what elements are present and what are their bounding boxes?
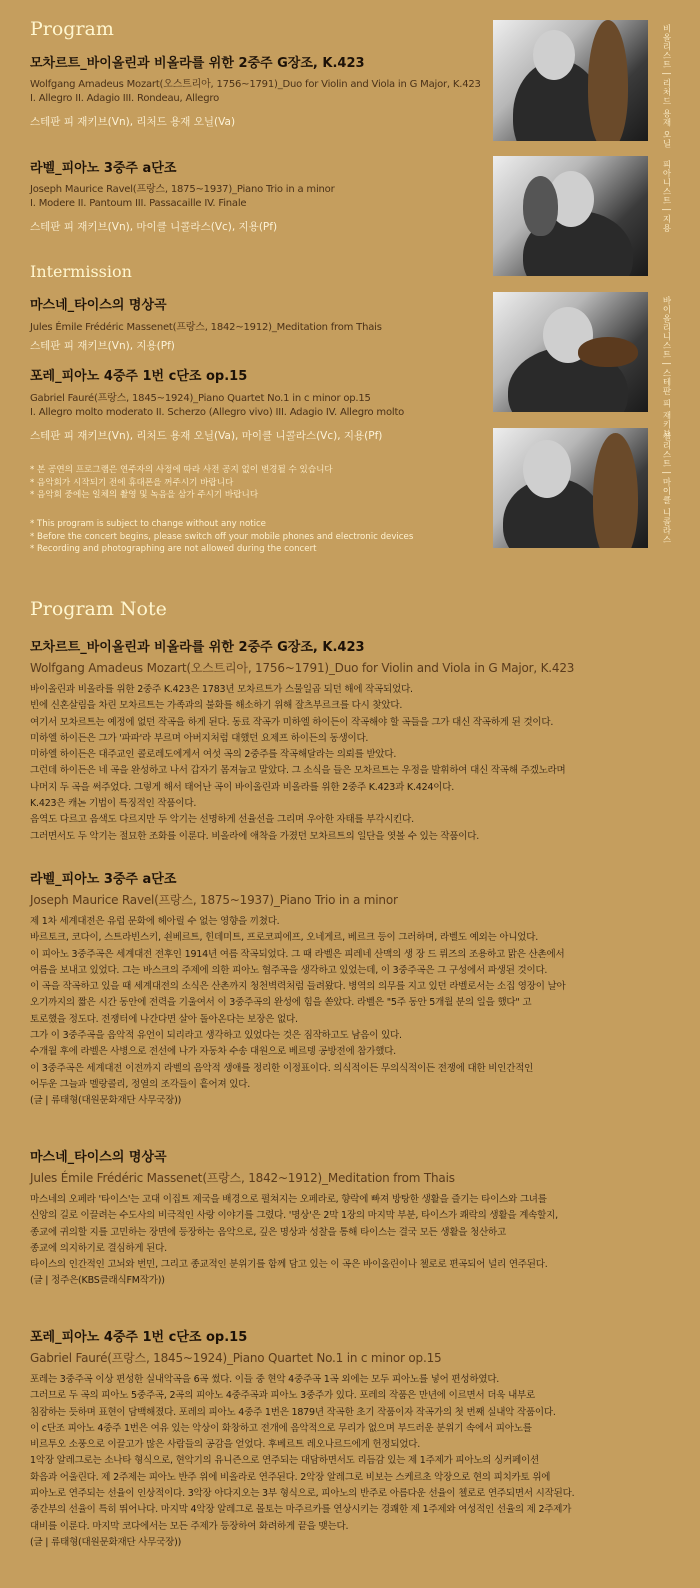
note-body <box>30 914 670 1110</box>
note-line: 이 곡을 작곡하고 있을 때 세계대전의 소식은 산촌까지 청천벽력처럼 들려왔다. 병역의 의무를 지고 있던 라벨로서는 소집 영장이 날아 <box>30 981 566 993</box>
note-title: 라벨_피아노 3중주 a단조 <box>30 872 177 887</box>
piece-movements-faure: I. Allegro molto moderato II. Scherzo (Allegro vivo) III. Adagio IV. Allegro molto <box>30 407 405 418</box>
note-line: 이 피아노 3중주곡은 세계대전 전후인 1914년 여름 작곡되었다. 그 때 라벨은 피레네 산맥의 생 장 드 뤼즈의 조용하고 맑은 산촌에서 <box>30 948 565 960</box>
note-line: 비르투오 소풍으로 이끌고가 많은 사람들의 공감을 얻었다. 후베르트 레오나르드에게 헌정되었다. <box>30 1439 421 1451</box>
note-line: 음역도 다르고 음색도 다르지만 두 악기는 선명하게 선율선을 그리며 우아한 자태를 부각시킨다. <box>30 814 414 826</box>
note-line: 그러므로 두 곡의 피아노 5중주곡, 2곡의 피아노 4중주곡과 피아노 3중주가 있다. 포레의 작품은 만년에 이르면서 더욱 내부로 <box>30 1390 536 1402</box>
note-line: 대비를 이룬다. 마지막 코다에서는 모든 주제가 등장하여 화려하게 끝을 맺는다. <box>30 1520 349 1532</box>
note-ravel <box>30 868 670 1110</box>
note-faure <box>30 1326 670 1551</box>
note-title: 마스네_타이스의 명상곡 <box>30 1150 167 1165</box>
note-massenet <box>30 1146 670 1290</box>
note-line: 제 1차 세계대전은 유럽 문화에 헤아릴 수 없는 영향을 끼쳤다. <box>30 916 280 927</box>
piece-subtitle-faure: Gabriel Fauré(프랑스, 1845~1924)_Piano Quartet No.1 in c minor op.15 <box>30 393 371 404</box>
piece-title-massenet: 마스네_타이스의 명상곡 <box>30 298 167 313</box>
notices-english <box>30 518 413 556</box>
notice-line: * Before the concert begins, please switch off your mobile phones and electronic devices <box>30 531 414 542</box>
notice-line: * 음악회가 시작되기 전에 휴대폰을 꺼주시기 바랍니다 <box>30 477 234 488</box>
note-line: 화음과 어울린다. 제 2주제는 피아노 반주 위에 비올라로 연주된다. 2악장 알레그로 비보는 스케르초 악장으로 현의 피치카토 위에 <box>30 1471 551 1483</box>
notices-korean <box>30 464 333 502</box>
note-line: 그런데 하이든은 네 곡을 완성하고 나서 갑자기 몸져눕고 말았다. 그 소식을 들은 모차르트는 우정을 발휘하여 대신 작곡해 주겠노라며 <box>30 765 566 777</box>
photo-caption-pianist: 피아니스트 | 지용 <box>661 160 671 233</box>
note-subtitle: Gabriel Fauré(프랑스, 1845~1924)_Piano Quartet No.1 in c minor op.15 <box>30 1351 442 1365</box>
note-line: 타이스의 인간적인 고뇌와 번민, 그리고 종교적인 분위기를 함께 담고 있는 이 곡은 바이올린이나 첼로로 편곡되어 널리 연주된다. <box>30 1259 548 1271</box>
piece-subtitle-ravel: Joseph Maurice Ravel(프랑스, 1875~1937)_Piano Trio in a minor <box>30 184 335 195</box>
note-line: 바이올린과 비올라를 위한 2중주 K.423은 1783년 모차르트가 스물일곱 되던 해에 작곡되었다. <box>30 684 413 695</box>
piece-movements-mozart: I. Allegro II. Adagio III. Rondeau, Allegro <box>30 93 220 104</box>
note-line: 어두운 그늘과 멜랑콜리, 정열의 조각들이 흩어져 있다. <box>30 1078 251 1090</box>
piece-title-mozart: 모차르트_바이올린과 비올라를 위한 2중주 G장조, K.423 <box>30 56 365 71</box>
note-line: 여기서 모차르트는 예정에 없던 작곡을 하게 된다. 동료 작곡가 미하엘 하이든이 작곡해야 할 곡들을 그가 대신 작곡하게 된 것이다. <box>30 716 554 728</box>
note-line: 오기까지의 짧은 시간 동안에 전력을 기울여서 이 3중주곡의 완성에 힘을 쏟았다. 라벨은 "5주 동안 5개월 분의 일을 했다" 고 <box>30 997 532 1009</box>
note-line: 마스네의 오페라 '타이스'는 고대 이집트 제국을 배경으로 펼쳐지는 오페라로, 향락에 빠져 방탕한 생활을 즐기는 타이스와 그녀를 <box>30 1194 547 1205</box>
photo-caption-violist: 비올리스트 | 리처드 용재 오닐 <box>661 24 671 149</box>
note-line: 종교에 귀의할 지를 고민하는 장면에 등장하는 음악으로, 깊은 명상과 성찰을 통해 타이스는 결국 모든 생활을 청산하고 <box>30 1226 507 1238</box>
piece-title-faure: 포레_피아노 4중주 1번 c단조 op.15 <box>30 369 248 384</box>
note-line: 이 3중주곡은 세계대전 이전까지 라벨의 음악적 생애를 정리한 이정표이다. 의식적이든 무의식적이든 전쟁에 대한 비인간적인 <box>30 1062 534 1074</box>
piece-movements-ravel: I. Modere II. Pantoum III. Passacaille IV. Finale <box>30 198 247 209</box>
performers-faure: 스테판 피 재키브(Vn), 리처드 용재 오닐(Va), 마이클 니콜라스(Vc), 지용(Pf) <box>30 430 383 442</box>
note-line: 토로했을 정도다. 전쟁터에 나간다면 살아 돌아온다는 보장은 없다. <box>30 1013 298 1025</box>
note-subtitle: Jules Émile Frédéric Massenet(프랑스, 1842~1912)_Meditation from Thais <box>30 1171 455 1185</box>
photo-caption-cellist: 첼리스트 | 마이클 니콜라스 <box>661 432 671 544</box>
program-note-heading: Program Note <box>30 598 167 620</box>
note-line: 그러면서도 두 악기는 절묘한 조화를 이룬다. 비올라에 애착을 가졌던 모차르트의 일단을 엿볼 수 있는 작품이다. <box>30 830 480 842</box>
note-line: 이 c단조 피아노 4중주 1번은 여유 있는 악상이 화창하고 전개에 음악적으로 무리가 없으며 부드러운 분위기 속에서 피아노를 <box>30 1422 532 1434</box>
notice-line: * 음악회 중에는 일체의 촬영 및 녹음을 삼가 주시기 바랍니다 <box>30 490 259 500</box>
note-line: 여름을 보내고 있었다. 그는 바스크의 주제에 의한 피아노 협주곡을 생각하고 있었는데, 이 3중주곡은 그 구성에서 파생된 것이다. <box>30 964 548 976</box>
performers-massenet: 스테판 피 재키브(Vn), 지용(Pf) <box>30 340 175 352</box>
note-line: 침잠하는 듯하며 표현이 담백해졌다. 포레의 피아노 4중주 1번은 1879년 작곡한 초기 작품이자 작곡가의 첫 번째 실내악 작품이다. <box>30 1406 556 1418</box>
note-line: 신앙의 길로 이끌려는 수도사의 비극적인 사랑 이야기를 그렸다. '명상'은 2막 1장의 마지막 부분, 타이스가 쾌락의 생활을 계속할지, <box>30 1210 558 1222</box>
notice-line: * This program is subject to change without any notice <box>30 519 266 529</box>
note-body <box>30 682 670 845</box>
note-line: 수개월 후에 라벨은 사병으로 전선에 나가 자동차 수송 대원으로 베르뎅 공방전에 참가했다. <box>30 1046 396 1058</box>
photo-cellist <box>493 428 648 548</box>
note-body <box>30 1372 670 1551</box>
notice-line: * Recording and photographing are not allowed during the concert <box>30 544 317 554</box>
piece-subtitle-massenet: Jules Émile Frédéric Massenet(프랑스, 1842~1912)_Meditation from Thais <box>30 322 382 333</box>
performers-ravel: 스테판 피 재키브(Vn), 마이클 니콜라스(Vc), 지용(Pf) <box>30 221 278 233</box>
note-line: (글 | 류태형(대원문화재단 사무국장)) <box>30 1095 182 1107</box>
performers-mozart: 스테판 피 재키브(Vn), 리처드 용재 오닐(Va) <box>30 116 236 128</box>
note-title: 포레_피아노 4중주 1번 c단조 op.15 <box>30 1330 248 1345</box>
note-line: 미하엘 하이든은 그가 '파파'라 부르며 아버지처럼 대했던 요제프 하이든의 동생이다. <box>30 732 369 744</box>
note-line: 바르토크, 코다이, 스트라빈스키, 쇤베르트, 힌데미트, 프로코피에프, 오네게르, 베르크 등이 그러하며, 라벨도 예외는 아니었다. <box>30 932 539 944</box>
note-mozart <box>30 636 670 845</box>
intermission-heading: Intermission <box>30 262 132 281</box>
note-body <box>30 1192 670 1290</box>
photo-violinist <box>493 292 648 412</box>
note-line: 그가 이 3중주곡을 음악적 유언이 되리라고 생각하고 있었다는 것은 짐작하고도 남음이 있다. <box>30 1030 402 1042</box>
piece-subtitle-mozart: Wolfgang Amadeus Mozart(오스트리아, 1756~1791)_Duo for Violin and Viola in G Major, K.423 <box>30 79 481 90</box>
piece-title-ravel: 라벨_피아노 3중주 a단조 <box>30 161 177 176</box>
note-line: 나머지 두 곡을 써주었다. 그렇게 해서 태어난 곡이 바이올린과 비올라를 위한 2중주 K.423과 K.424이다. <box>30 781 455 793</box>
note-line: (글 | 정주은(KBS클래식FM작가)) <box>30 1275 165 1287</box>
note-line: 종교에 의지하기로 결심하게 된다. <box>30 1242 167 1254</box>
note-line: 중간부의 선율이 특히 뛰어나다. 마지막 4악장 알레그로 몰토는 마주르카를 연상시키는 경쾌한 제 1주제와 여성적인 선율의 제 2주제가 <box>30 1504 572 1516</box>
photo-pianist <box>493 156 648 276</box>
note-line: (글 | 류태형(대원문화재단 사무국장)) <box>30 1536 182 1548</box>
note-line: K.423은 캐논 기법이 특징적인 작품이다. <box>30 798 197 810</box>
note-subtitle: Wolfgang Amadeus Mozart(오스트리아, 1756~1791)_Duo for Violin and Viola in G Major, K.423 <box>30 661 575 675</box>
photo-violist <box>493 20 648 141</box>
photo-caption-violinist: 바이올리니스트 | 스테판 피 재키브 <box>661 296 671 439</box>
note-line: 포레는 3중주곡 이상 편성한 실내악곡을 6곡 썼다. 이들 중 현악 4중주곡 1곡 외에는 모두 피아노를 넣어 편성하였다. <box>30 1374 500 1385</box>
note-line: 피아노로 연주되는 선율이 인상적이다. 3악장 아다지오는 3부 형식으로, 피아노의 반주로 아름다운 선율이 첼로로 연주되면서 시작된다. <box>30 1488 575 1500</box>
note-title: 모차르트_바이올린과 비올라를 위한 2중주 G장조, K.423 <box>30 640 365 655</box>
program-heading: Program <box>30 18 114 40</box>
note-line: 미하엘 하이든은 대주교인 콜로레도에게서 여섯 곡의 2중주를 작곡해달라는 의뢰를 받았다. <box>30 749 397 761</box>
note-line: 1악장 알레그로는 소나타 형식으로, 현악기의 유니즌으로 연주되는 대담하면서도 리듬감 있는 제 1주제가 피아노의 싱커페이션 <box>30 1455 539 1467</box>
notice-line: * 본 공연의 프로그램은 연주자의 사정에 따라 사전 공지 없이 변경될 수 있습니다 <box>30 465 333 475</box>
note-subtitle: Joseph Maurice Ravel(프랑스, 1875~1937)_Piano Trio in a minor <box>30 893 398 907</box>
note-line: 빈에 신혼살림을 차린 모차르트는 가족과의 불화를 해소하기 위해 잘츠부르크를 다시 찾았다. <box>30 700 403 712</box>
